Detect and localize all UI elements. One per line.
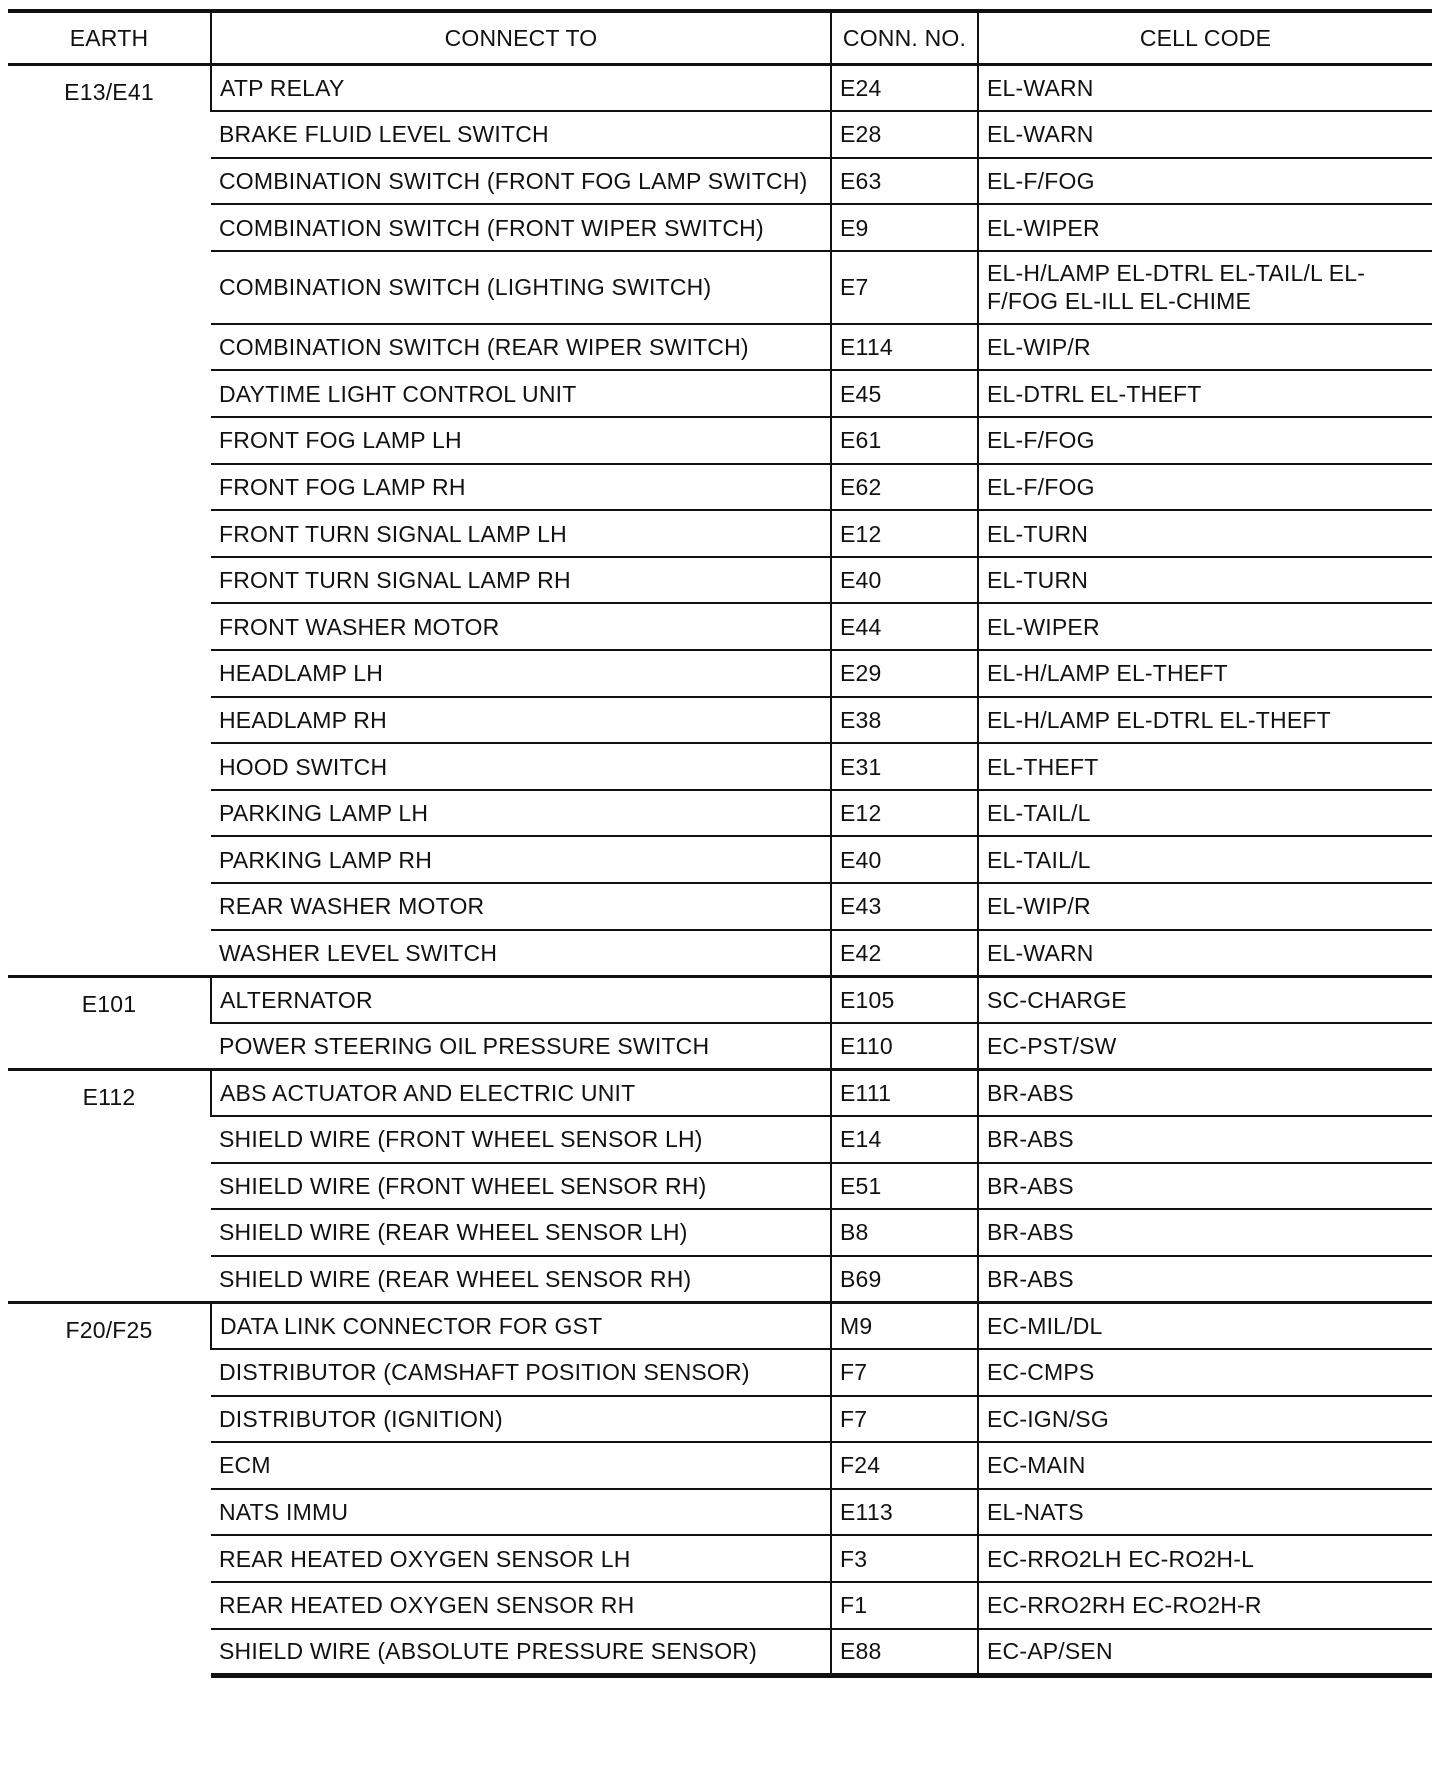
cell-code-cell: EL-WIP/R bbox=[978, 324, 1432, 371]
connect-to-cell: FRONT FOG LAMP RH bbox=[211, 464, 831, 511]
connect-to-cell: HOOD SWITCH bbox=[211, 743, 831, 790]
table-row bbox=[8, 510, 1432, 557]
cell-code-cell: EC-CMPS bbox=[978, 1349, 1432, 1396]
conn-no-cell: E43 bbox=[831, 883, 978, 930]
connect-to-cell: SHIELD WIRE (ABSOLUTE PRESSURE SENSOR) bbox=[211, 1629, 831, 1676]
connect-to-cell: REAR WASHER MOTOR bbox=[211, 883, 831, 930]
table-row bbox=[8, 204, 1432, 251]
header-cell-code: CELL CODE bbox=[978, 11, 1432, 65]
table-row bbox=[8, 743, 1432, 790]
table-row bbox=[8, 1256, 1432, 1303]
earth-cell: E13/E41 bbox=[8, 65, 211, 977]
table-row bbox=[8, 697, 1432, 744]
conn-no-cell: F7 bbox=[831, 1349, 978, 1396]
connect-to-cell: ECM bbox=[211, 1442, 831, 1489]
connect-to-cell: DAYTIME LIGHT CONTROL UNIT bbox=[211, 370, 831, 417]
cell-code-cell: EL-F/FOG bbox=[978, 464, 1432, 511]
table-row bbox=[8, 370, 1432, 417]
cell-code-cell: EL-THEFT bbox=[978, 743, 1432, 790]
connect-to-cell: REAR HEATED OXYGEN SENSOR LH bbox=[211, 1535, 831, 1582]
cell-code-cell: EL-F/FOG bbox=[978, 158, 1432, 205]
table-header bbox=[8, 11, 1432, 65]
cell-code-cell: EL-WARN bbox=[978, 111, 1432, 158]
conn-no-cell: E62 bbox=[831, 464, 978, 511]
table-row bbox=[8, 650, 1432, 697]
cell-code-cell: EL-NATS bbox=[978, 1489, 1432, 1536]
conn-no-cell: F24 bbox=[831, 1442, 978, 1489]
table-row bbox=[8, 1116, 1432, 1163]
conn-no-cell: E61 bbox=[831, 417, 978, 464]
table-row bbox=[8, 1396, 1432, 1443]
earth-cell: F20/F25 bbox=[8, 1302, 211, 1675]
conn-no-cell: F3 bbox=[831, 1535, 978, 1582]
connect-to-cell: FRONT TURN SIGNAL LAMP LH bbox=[211, 510, 831, 557]
conn-no-cell: E63 bbox=[831, 158, 978, 205]
connect-to-cell: SHIELD WIRE (FRONT WHEEL SENSOR RH) bbox=[211, 1163, 831, 1210]
cell-code-cell: EL-H/LAMP EL-DTRL EL-TAIL/L EL-F/FOG EL-ILL EL-CHIME bbox=[978, 251, 1432, 324]
cell-code-cell: BR-ABS bbox=[978, 1069, 1432, 1116]
cell-code-cell: EL-H/LAMP EL-THEFT bbox=[978, 650, 1432, 697]
table-row bbox=[8, 883, 1432, 930]
connect-to-cell: DISTRIBUTOR (CAMSHAFT POSITION SENSOR) bbox=[211, 1349, 831, 1396]
connect-to-cell: ABS ACTUATOR AND ELECTRIC UNIT bbox=[211, 1069, 831, 1116]
cell-code-cell: EL-WIPER bbox=[978, 204, 1432, 251]
connect-to-cell: DATA LINK CONNECTOR FOR GST bbox=[211, 1302, 831, 1349]
conn-no-cell: E40 bbox=[831, 836, 978, 883]
table-row bbox=[8, 1302, 1432, 1349]
table-row bbox=[8, 417, 1432, 464]
cell-code-cell: EC-AP/SEN bbox=[978, 1629, 1432, 1676]
connect-to-cell: POWER STEERING OIL PRESSURE SWITCH bbox=[211, 1023, 831, 1070]
earth-cell: E101 bbox=[8, 976, 211, 1069]
cell-code-cell: EL-TAIL/L bbox=[978, 836, 1432, 883]
cell-code-cell: BR-ABS bbox=[978, 1116, 1432, 1163]
connect-to-cell: FRONT FOG LAMP LH bbox=[211, 417, 831, 464]
connect-to-cell: DISTRIBUTOR (IGNITION) bbox=[211, 1396, 831, 1443]
connect-to-cell: PARKING LAMP LH bbox=[211, 790, 831, 837]
header-earth: EARTH bbox=[8, 11, 211, 65]
table-row bbox=[8, 1629, 1432, 1676]
conn-no-cell: E28 bbox=[831, 111, 978, 158]
connect-to-cell: SHIELD WIRE (REAR WHEEL SENSOR LH) bbox=[211, 1209, 831, 1256]
cell-code-cell: BR-ABS bbox=[978, 1256, 1432, 1303]
conn-no-cell: B8 bbox=[831, 1209, 978, 1256]
table-row bbox=[8, 251, 1432, 324]
earth-point-table-page bbox=[8, 9, 1432, 1678]
conn-no-cell: E105 bbox=[831, 976, 978, 1023]
cell-code-cell: BR-ABS bbox=[978, 1163, 1432, 1210]
table-row bbox=[8, 557, 1432, 604]
cell-code-cell: BR-ABS bbox=[978, 1209, 1432, 1256]
table-row bbox=[8, 976, 1432, 1023]
conn-no-cell: E24 bbox=[831, 65, 978, 112]
connect-to-cell: FRONT TURN SIGNAL LAMP RH bbox=[211, 557, 831, 604]
connect-to-cell: PARKING LAMP RH bbox=[211, 836, 831, 883]
connect-to-cell: SHIELD WIRE (REAR WHEEL SENSOR RH) bbox=[211, 1256, 831, 1303]
table-row bbox=[8, 1489, 1432, 1536]
cell-code-cell: SC-CHARGE bbox=[978, 976, 1432, 1023]
conn-no-cell: E14 bbox=[831, 1116, 978, 1163]
header-conn-no: CONN. NO. bbox=[831, 11, 978, 65]
connect-to-cell: COMBINATION SWITCH (REAR WIPER SWITCH) bbox=[211, 324, 831, 371]
table-row bbox=[8, 930, 1432, 977]
cell-code-cell: EC-MAIN bbox=[978, 1442, 1432, 1489]
conn-no-cell: E111 bbox=[831, 1069, 978, 1116]
cell-code-cell: EL-H/LAMP EL-DTRL EL-THEFT bbox=[978, 697, 1432, 744]
conn-no-cell: E7 bbox=[831, 251, 978, 324]
conn-no-cell: E12 bbox=[831, 510, 978, 557]
cell-code-cell: EC-IGN/SG bbox=[978, 1396, 1432, 1443]
connect-to-cell: ALTERNATOR bbox=[211, 976, 831, 1023]
cell-code-cell: EC-RRO2RH EC-RO2H-R bbox=[978, 1582, 1432, 1629]
connect-to-cell: WASHER LEVEL SWITCH bbox=[211, 930, 831, 977]
table-row bbox=[8, 1535, 1432, 1582]
connect-to-cell: HEADLAMP LH bbox=[211, 650, 831, 697]
conn-no-cell: E29 bbox=[831, 650, 978, 697]
connect-to-cell: REAR HEATED OXYGEN SENSOR RH bbox=[211, 1582, 831, 1629]
cell-code-cell: EL-TAIL/L bbox=[978, 790, 1432, 837]
connect-to-cell: COMBINATION SWITCH (LIGHTING SWITCH) bbox=[211, 251, 831, 324]
conn-no-cell: E44 bbox=[831, 603, 978, 650]
header-connect-to: CONNECT TO bbox=[211, 11, 831, 65]
conn-no-cell: E114 bbox=[831, 324, 978, 371]
table-row bbox=[8, 1209, 1432, 1256]
cell-code-cell: EC-PST/SW bbox=[978, 1023, 1432, 1070]
connect-to-cell: SHIELD WIRE (FRONT WHEEL SENSOR LH) bbox=[211, 1116, 831, 1163]
table-row bbox=[8, 1163, 1432, 1210]
cell-code-cell: EL-F/FOG bbox=[978, 417, 1432, 464]
table-row bbox=[8, 603, 1432, 650]
table-row bbox=[8, 1582, 1432, 1629]
table-row bbox=[8, 111, 1432, 158]
conn-no-cell: E113 bbox=[831, 1489, 978, 1536]
conn-no-cell: E38 bbox=[831, 697, 978, 744]
cell-code-cell: EC-RRO2LH EC-RO2H-L bbox=[978, 1535, 1432, 1582]
table-body bbox=[8, 65, 1432, 1676]
conn-no-cell: M9 bbox=[831, 1302, 978, 1349]
conn-no-cell: E51 bbox=[831, 1163, 978, 1210]
table-row bbox=[8, 464, 1432, 511]
header-row bbox=[8, 11, 1432, 65]
conn-no-cell: E31 bbox=[831, 743, 978, 790]
connect-to-cell: ATP RELAY bbox=[211, 65, 831, 112]
cell-code-cell: EL-TURN bbox=[978, 557, 1432, 604]
table-row bbox=[8, 324, 1432, 371]
conn-no-cell: E40 bbox=[831, 557, 978, 604]
table-row bbox=[8, 65, 1432, 112]
connect-to-cell: BRAKE FLUID LEVEL SWITCH bbox=[211, 111, 831, 158]
conn-no-cell: E42 bbox=[831, 930, 978, 977]
table-row bbox=[8, 1442, 1432, 1489]
table-row bbox=[8, 790, 1432, 837]
connect-to-cell: COMBINATION SWITCH (FRONT FOG LAMP SWITCH) bbox=[211, 158, 831, 205]
cell-code-cell: EL-DTRL EL-THEFT bbox=[978, 370, 1432, 417]
conn-no-cell: E110 bbox=[831, 1023, 978, 1070]
table-row bbox=[8, 1069, 1432, 1116]
connect-to-cell: COMBINATION SWITCH (FRONT WIPER SWITCH) bbox=[211, 204, 831, 251]
table-row bbox=[8, 836, 1432, 883]
cell-code-cell: EL-WARN bbox=[978, 930, 1432, 977]
table-row bbox=[8, 1349, 1432, 1396]
cell-code-cell: EL-WIPER bbox=[978, 603, 1432, 650]
conn-no-cell: E9 bbox=[831, 204, 978, 251]
cell-code-cell: EL-WIP/R bbox=[978, 883, 1432, 930]
conn-no-cell: F1 bbox=[831, 1582, 978, 1629]
table-row bbox=[8, 1023, 1432, 1070]
earth-point-table bbox=[8, 9, 1432, 1678]
conn-no-cell: E45 bbox=[831, 370, 978, 417]
conn-no-cell: F7 bbox=[831, 1396, 978, 1443]
table-row bbox=[8, 158, 1432, 205]
cell-code-cell: EL-TURN bbox=[978, 510, 1432, 557]
conn-no-cell: E88 bbox=[831, 1629, 978, 1676]
cell-code-cell: EL-WARN bbox=[978, 65, 1432, 112]
cell-code-cell: EC-MIL/DL bbox=[978, 1302, 1432, 1349]
conn-no-cell: E12 bbox=[831, 790, 978, 837]
connect-to-cell: NATS IMMU bbox=[211, 1489, 831, 1536]
conn-no-cell: B69 bbox=[831, 1256, 978, 1303]
earth-cell: E112 bbox=[8, 1069, 211, 1302]
connect-to-cell: FRONT WASHER MOTOR bbox=[211, 603, 831, 650]
connect-to-cell: HEADLAMP RH bbox=[211, 697, 831, 744]
